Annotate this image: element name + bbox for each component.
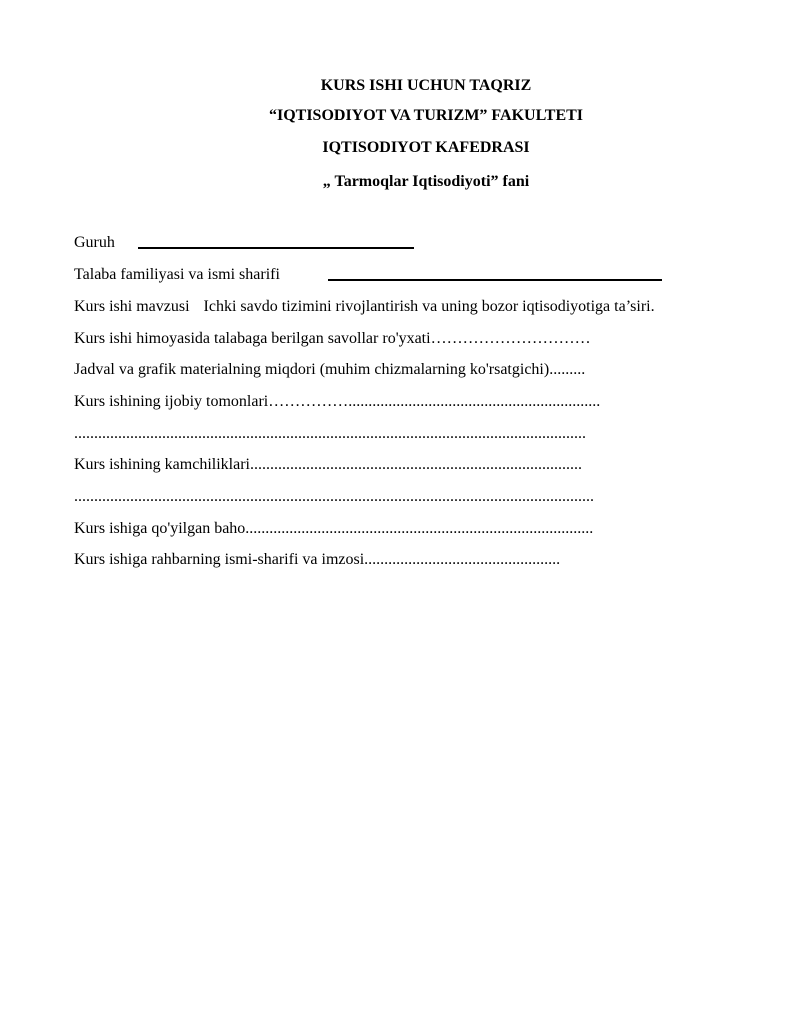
kamchilik-continuation-row: .................................................................................................................................. bbox=[74, 488, 594, 505]
talaba-row bbox=[74, 265, 280, 285]
savollar-row: Kurs ishi himoyasida talabaga berilgan savollar ro'yxati………………………… bbox=[74, 330, 591, 347]
subject-heading: „ Tarmoqlar Iqtisodiyoti” fani bbox=[322, 173, 530, 190]
baho-row: Kurs ishiga qo'yilgan baho....................................................................................... bbox=[74, 520, 594, 537]
kamchilik-row: Kurs ishining kamchiliklari................................................................................... bbox=[74, 456, 582, 473]
faculty-heading: “IQTISODIYOT VA TURIZM” FAKULTETI bbox=[268, 107, 584, 124]
document-title: KURS ISHI UCHUN TAQRIZ bbox=[320, 77, 532, 94]
ijobiy-continuation-row: ................................................................................................................................ bbox=[74, 425, 586, 442]
guruh-label: Guruh bbox=[74, 234, 115, 251]
talaba-label: Talaba familiyasi va ismi sharifi bbox=[74, 266, 280, 283]
ijobiy-row: Kurs ishining ijobiy tomonlari……………............................................................... bbox=[74, 393, 601, 410]
rahbar-row: Kurs ishiga rahbarning ismi-sharifi va imzosi................................................. bbox=[74, 551, 561, 568]
mavzu-label: Kurs ishi mavzusi bbox=[74, 298, 190, 315]
mavzu-value: Ichki savdo tizimini rivojlantirish va uning bozor iqtisodiyotiga ta’siri. bbox=[203, 298, 655, 315]
guruh-field-line[interactable] bbox=[138, 247, 414, 249]
department-heading: IQTISODIYOT KAFEDRASI bbox=[322, 139, 530, 156]
talaba-field-line[interactable] bbox=[328, 279, 662, 281]
mavzu-row bbox=[74, 297, 655, 317]
jadval-row: Jadval va grafik materialning miqdori (muhim chizmalarning ko'rsatgichi)......... bbox=[74, 361, 586, 378]
guruh-row bbox=[74, 233, 115, 253]
